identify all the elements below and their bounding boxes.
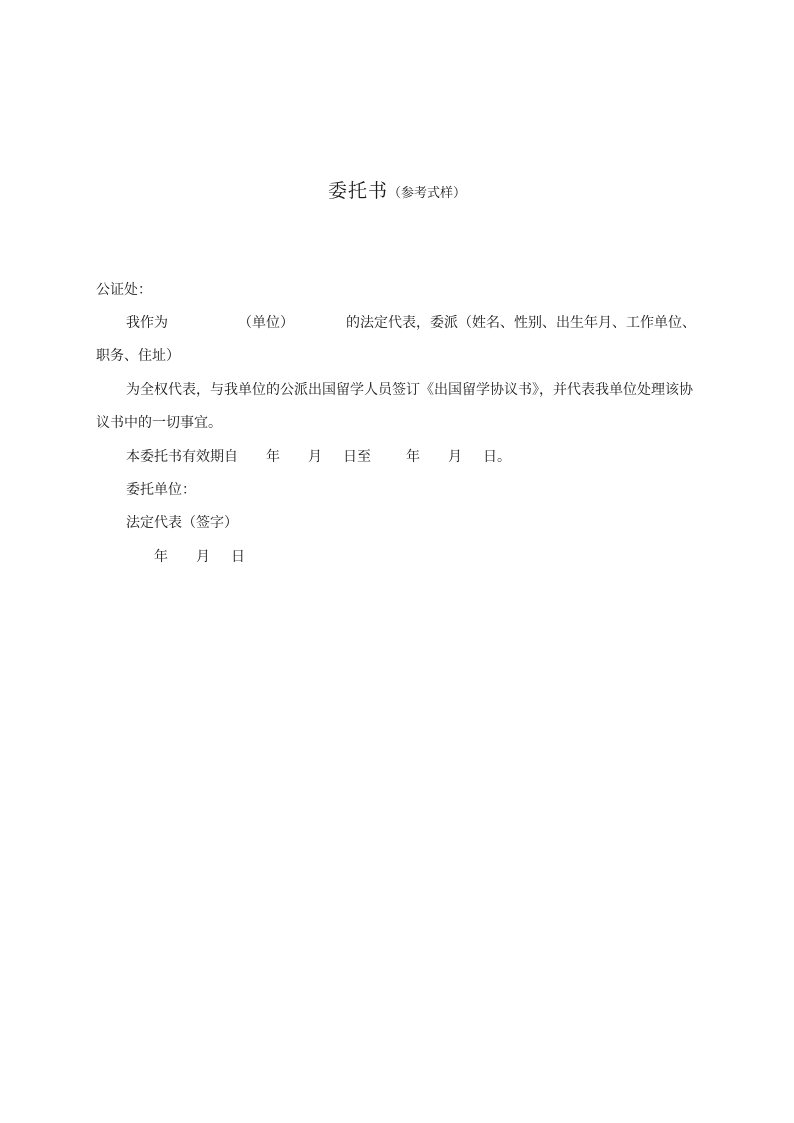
validity-day-to: 日至	[343, 449, 371, 465]
paragraph-1-line-2: 职务、住址）	[96, 348, 180, 364]
validity-month-1: 月	[308, 449, 322, 465]
para1-rest: 的法定代表，委派（姓名、性别、出生年月、工作单位、	[346, 315, 696, 331]
validity-year-1: 年	[266, 449, 280, 465]
paragraph-2-line-1: 为全权代表，与我单位的公派出国留学人员签订《出国留学协议书》，并代表我单位处理该协	[126, 382, 693, 398]
legal-representative-signature-label: 法定代表（签字）	[126, 515, 238, 531]
para1-unit-label: （单位）	[238, 315, 294, 331]
document-title	[0, 176, 794, 203]
entrusting-unit-label: 委托单位：	[126, 482, 196, 498]
date-day: 日	[231, 549, 245, 565]
validity-day-end: 日。	[483, 449, 511, 465]
paragraph-2-line-2: 议书中的一切事宜。	[96, 415, 222, 431]
date-month: 月	[196, 549, 210, 565]
validity-year-2: 年	[406, 449, 420, 465]
validity-prefix: 本委托书有效期自	[126, 449, 238, 465]
validity-month-2: 月	[448, 449, 462, 465]
paragraph-1-line-1	[126, 313, 696, 333]
date-year: 年	[154, 549, 168, 565]
signature-date	[154, 547, 245, 567]
title-main: 委托书	[327, 180, 388, 202]
salutation: 公证处：	[96, 282, 152, 298]
title-subtitle: （参考式样）	[388, 186, 467, 201]
validity-line	[126, 447, 511, 467]
para1-prefix: 我作为	[126, 315, 168, 331]
